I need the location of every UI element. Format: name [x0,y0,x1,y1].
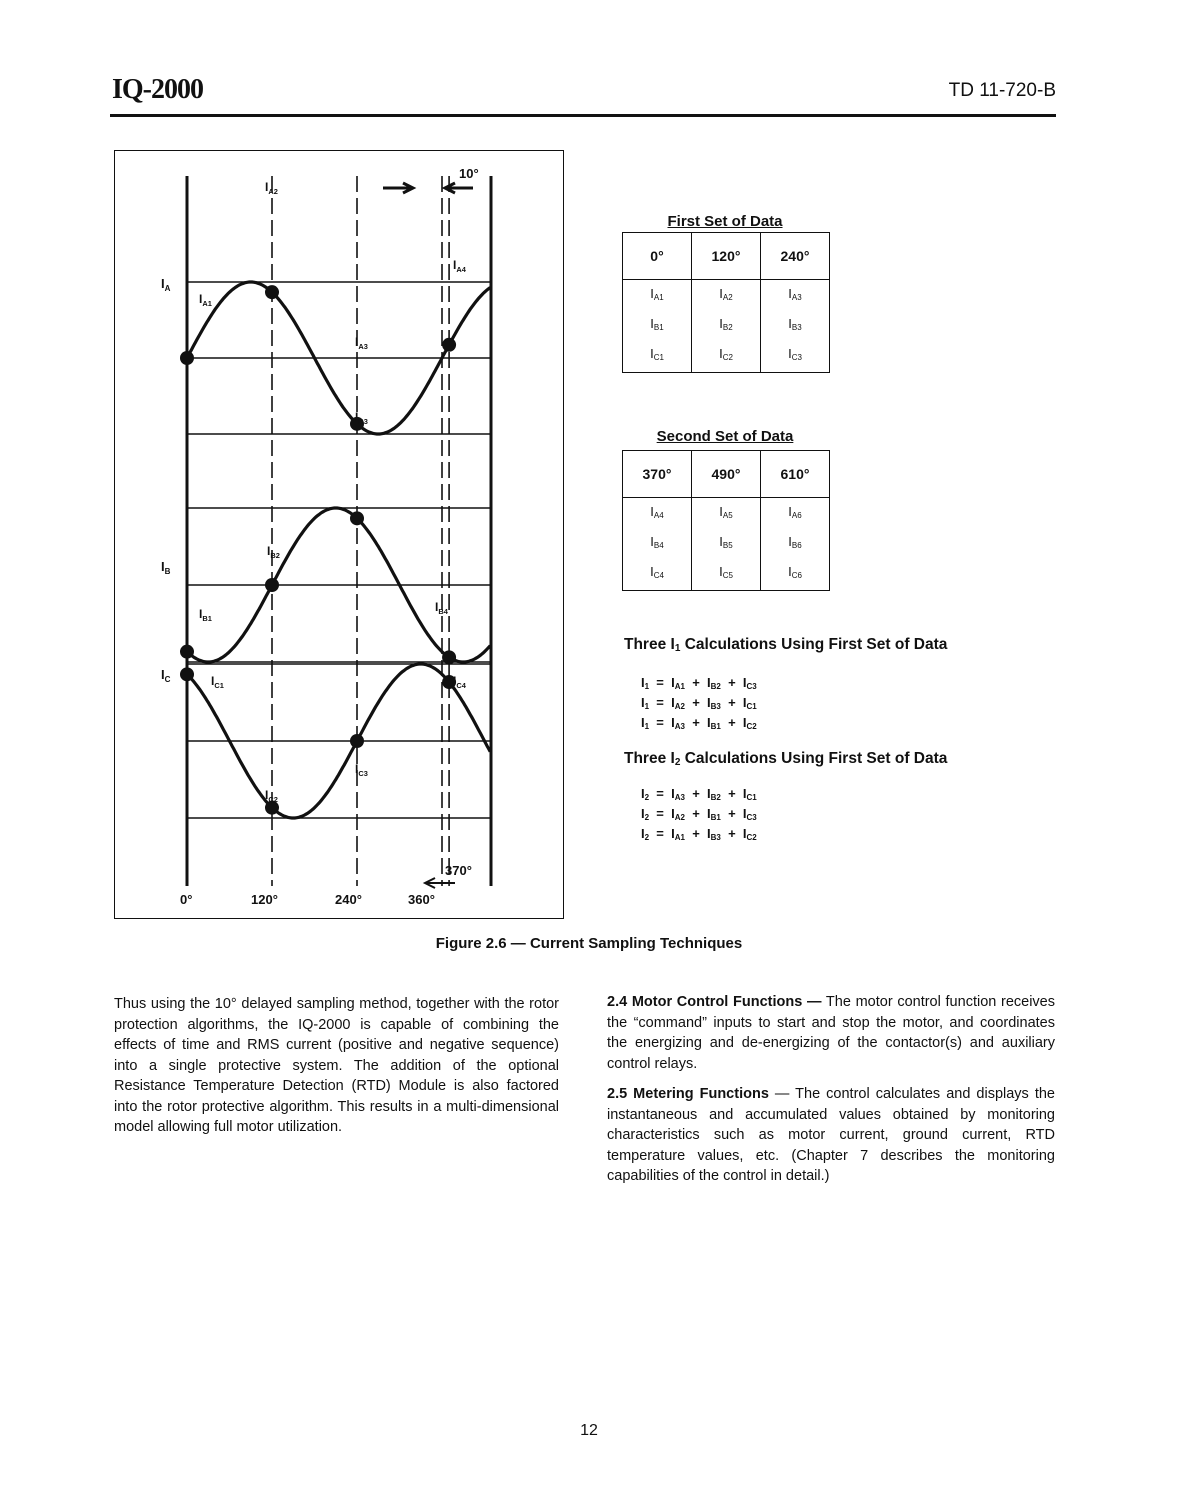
angle-label-3: 360° [408,892,435,907]
phase-b-label: $I_B$ [161,559,171,576]
left-column [114,994,559,1148]
phase-b-sample-120 [265,578,279,592]
table-first-set [622,232,830,373]
section-2-4 [607,992,1055,1074]
calc1-line-1: $I_1 = I_{A2} + I_{B3} + I_{C1}$ [641,695,757,711]
point-label-a1: $I_{A1}$ [199,292,212,308]
table-second-set [622,450,830,591]
table1-header-2: 240° [761,233,830,280]
calc2-line-2: $I_2 = I_{A1} + I_{B3} + I_{C2}$ [641,826,757,842]
angle-label-1: 120° [251,892,278,907]
section-2-4-heading: 2.4 Motor Control Functions — [607,994,822,1010]
section-2-4-text: The motor control function receives the “command” inputs to start and stop the motor, and coordinates the energizing and de-energizing of the contactor(s) and auxiliary control relays. [607,994,1055,1072]
table2-header-0: 370° [623,451,692,498]
table1-header-0: 0° [623,233,692,280]
point-label-c2: $I_{C2}$ [265,788,278,804]
angle-label-2: 240° [335,892,362,907]
phase-a-sample-120 [265,285,279,299]
header-rule [110,114,1056,117]
phase-b-sample-240 [350,511,364,525]
point-label-b4: $I_{B4}$ [435,600,448,616]
figure-box [114,150,564,919]
table2-cell-2: $I_{A6}$ $I_{B6}$ $I_{C6}$ [761,498,830,591]
delay-arrow-right [445,183,473,193]
point-label-c4: $I_{C4}$ [453,674,466,690]
phase-b-sample-370 [442,650,456,664]
point-label-c1: $I_{C1}$ [211,674,224,690]
point-label-a2: $I_{A2}$ [265,180,278,196]
right-column [607,992,1055,1197]
calc2-heading: Three $I_2$ Calculations Using First Set of Data [624,750,948,768]
table2-header-1: 490° [692,451,761,498]
section-2-5-text: — The control calculates and displays the instantaneous and accumulated values obtained by monitoring characteristics such as motor current, ground current, RTD temperature values, etc. (Chapter 7 describes the monitoring capabilities of the control in detail.) [607,1086,1055,1184]
brand-logo: IQ-2000 [112,74,203,105]
table1-cell-2: $I_{A3}$ $I_{B3}$ $I_{C3}$ [761,280,830,373]
section-2-5 [607,1084,1055,1187]
body-paragraph: Thus using the 10° delayed sampling method, together with the rotor protection algorithms, the IQ-2000 is capable of combining the effects of time and RMS current (positive and negative sequence) into a single protective system. The addition of the optional Resistance Temperature Detection (RTD) Module is also factored into the rotor protective algorithm. This results in a multi-dimensional model allowing full motor utilization. [114,996,559,1135]
table2-title: Second Set of Data [656,428,794,445]
page-number: 12 [580,1422,598,1439]
calc1-line-2: $I_1 = I_{A3} + I_{B1} + I_{C2}$ [641,715,757,731]
point-label-b2: $I_{B2}$ [267,544,280,560]
table2-cell-1: $I_{A5}$ $I_{B5}$ $I_{C5}$ [692,498,761,591]
table1-title: First Set of Data [667,213,783,230]
delay-arrow-left [383,183,413,193]
calc2-line-1: $I_2 = I_{A2} + I_{B1} + I_{C3}$ [641,806,757,822]
phase-a-label: $I_A$ [161,276,171,293]
phase-c-sample-0 [180,667,194,681]
phase-c-label: $I_C$ [161,667,171,684]
calc1-heading: Three $I_1$ Calculations Using First Set of Data [624,636,948,654]
phase-a-sample-370 [442,338,456,352]
waveform-diagram [115,151,563,918]
section-2-5-heading: 2.5 Metering Functions [607,1086,769,1102]
calc2-line-0: $I_2 = I_{A3} + I_{B2} + I_{C1}$ [641,786,757,802]
end-arrow [425,878,455,888]
table1-cell-1: $I_{A2}$ $I_{B2}$ $I_{C2}$ [692,280,761,373]
delay-label: 10° [459,166,479,181]
phase-a-sample-0 [180,351,194,365]
figure-caption: Figure 2.6 — Current Sampling Techniques [435,935,743,952]
end-angle-label: 370° [445,863,472,878]
document-id: TD 11-720-B [948,80,1056,101]
phase-c-sample-240 [350,734,364,748]
point-label-b3: $I_{B3}$ [355,410,368,426]
calc1-line-0: $I_1 = I_{A1} + I_{B2} + I_{C3}$ [641,675,757,691]
table2-header-2: 610° [761,451,830,498]
phase-b-sample-0 [180,645,194,659]
table1-cell-0: $I_{A1}$ $I_{B1}$ $I_{C1}$ [623,280,692,373]
point-label-b1: $I_{B1}$ [199,607,212,623]
table2-cell-0: $I_{A4}$ $I_{B4}$ $I_{C4}$ [623,498,692,591]
point-label-c3: $I_{C3}$ [355,762,368,778]
point-label-a3: $I_{A3}$ [355,335,368,351]
angle-label-0: 0° [180,892,193,907]
table1-header-1: 120° [692,233,761,280]
point-label-a4: $I_{A4}$ [453,258,466,274]
